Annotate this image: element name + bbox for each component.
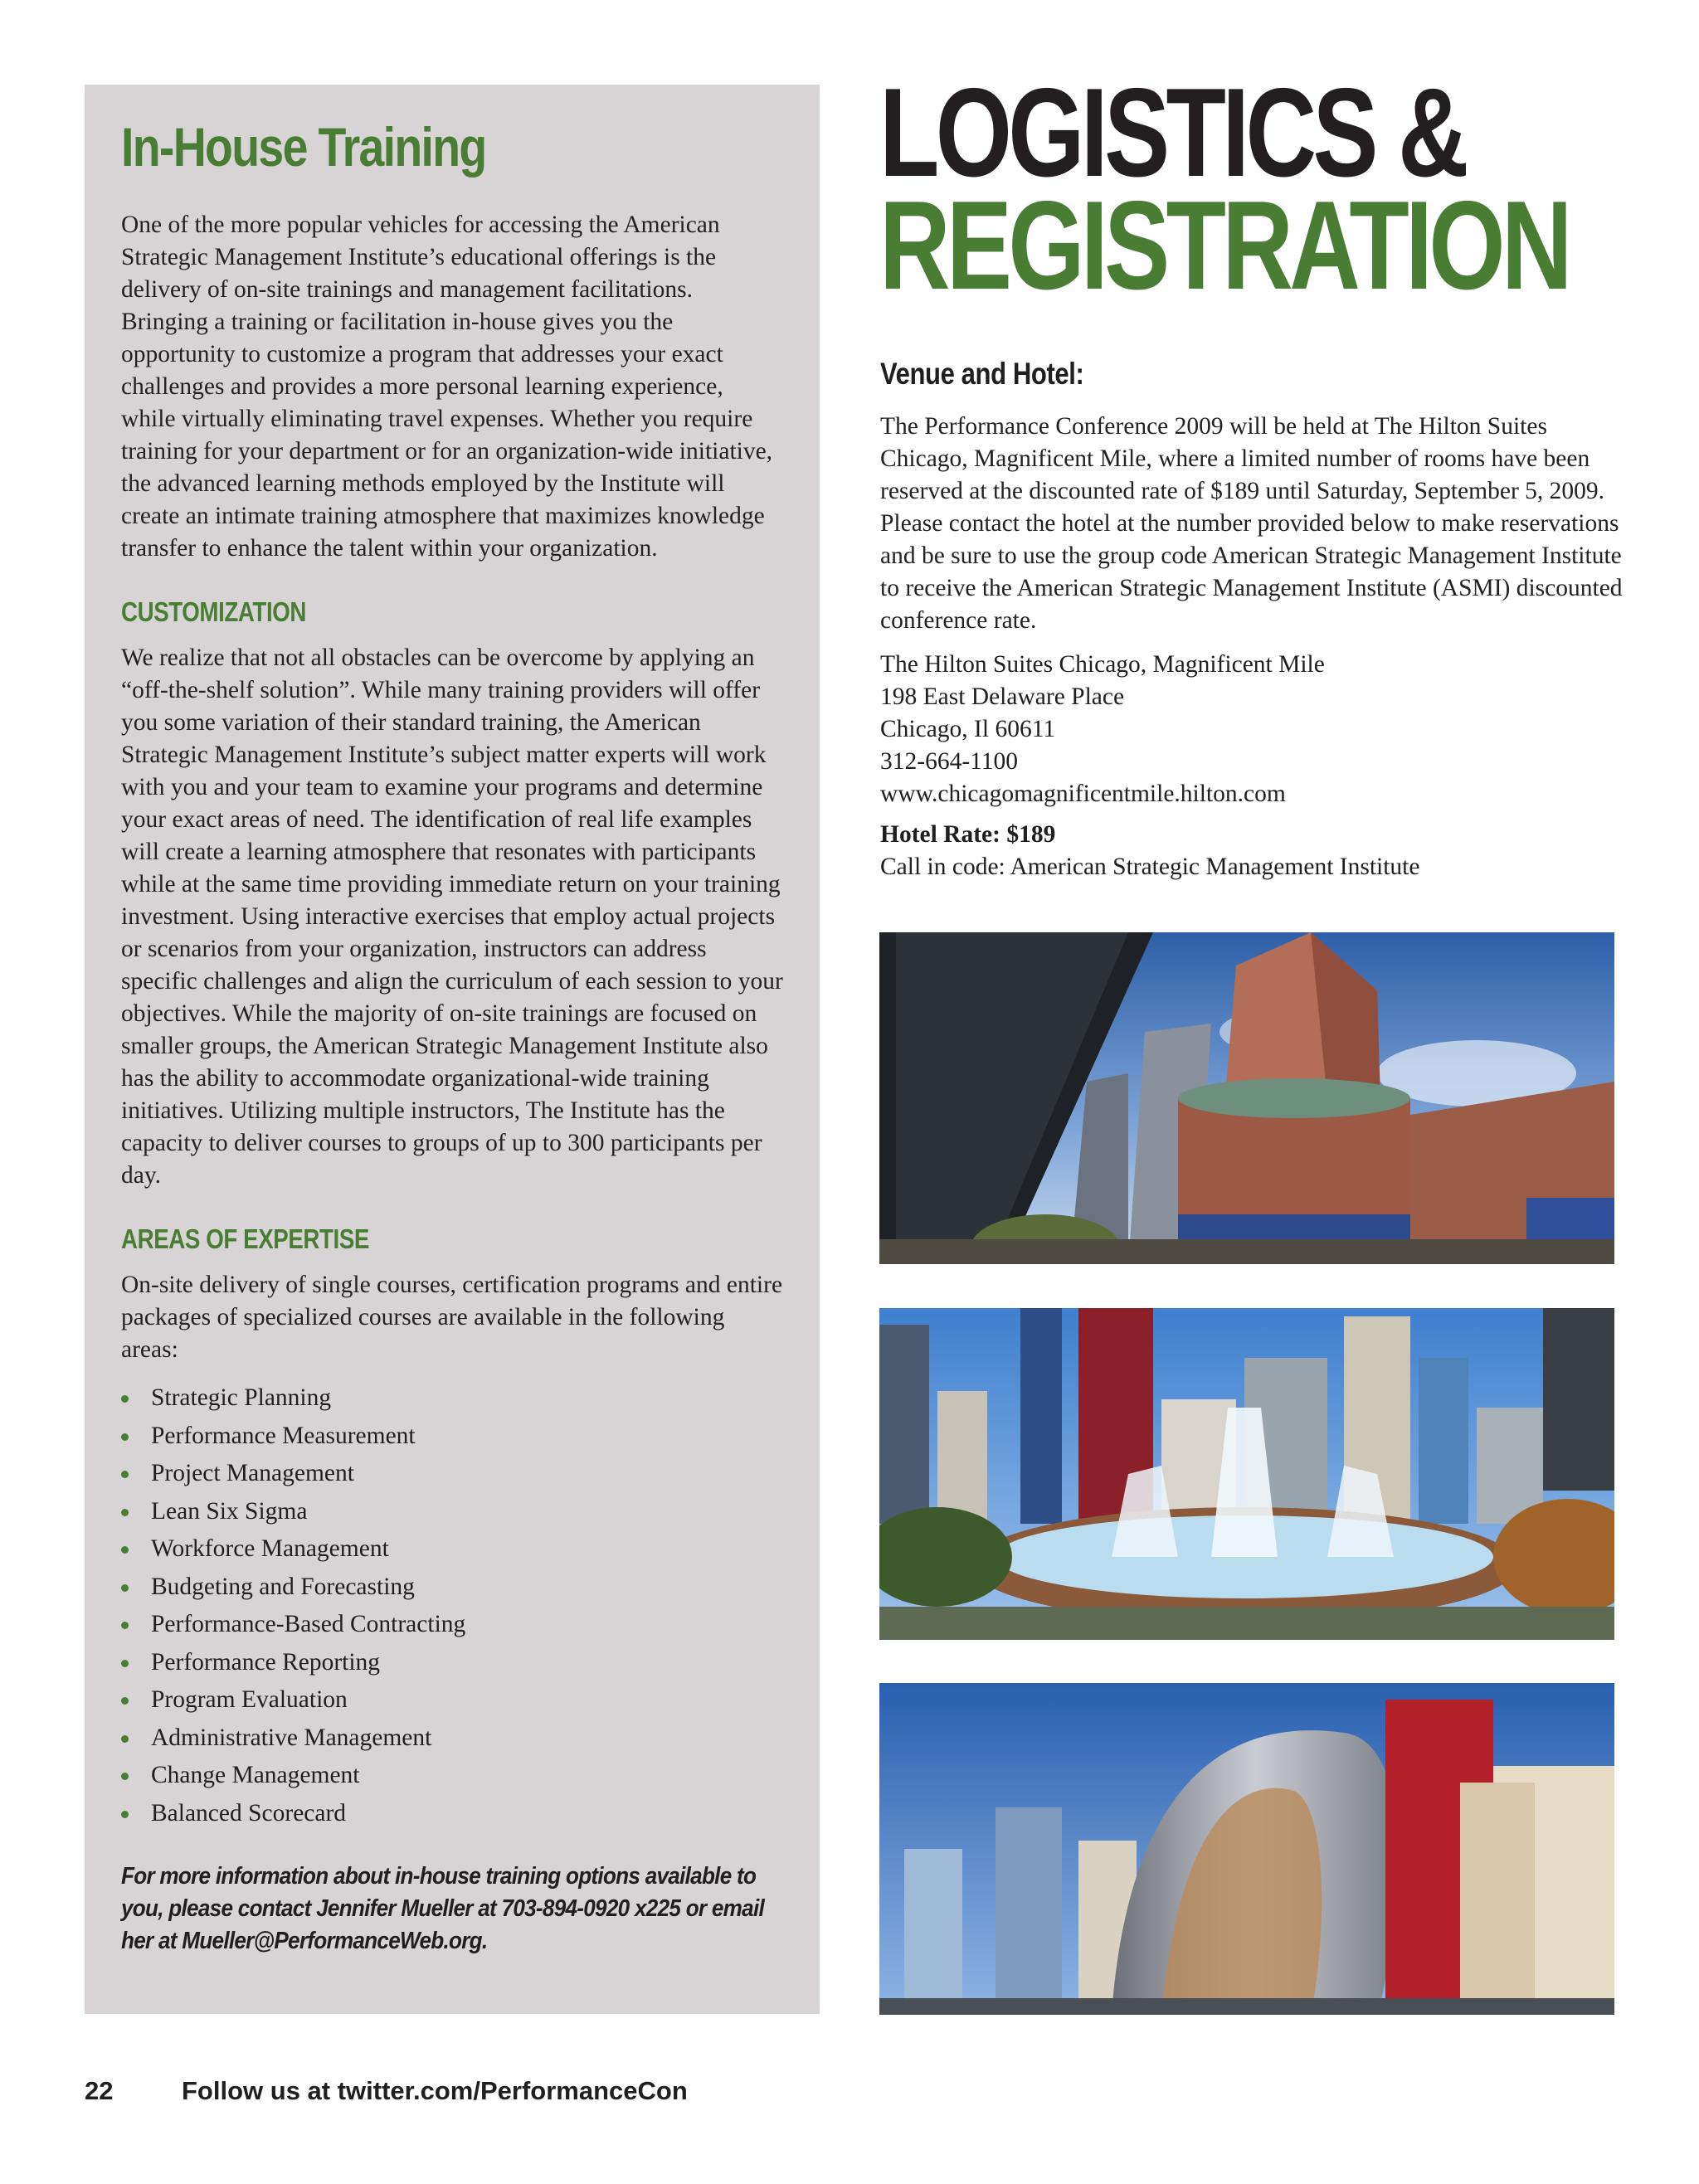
list-item: Performance Reporting (121, 1644, 783, 1682)
customization-heading: CUSTOMIZATION (121, 596, 306, 627)
venue-section (880, 358, 1627, 883)
in-house-intro: One of the more popular vehicles for accessing the American Strategic Management Institute’s educational offerings is the delivery of on-site trainings and management facilitations. Bringing a training or facilitation in-house gives you the opportunity to customize a program that addresses your exact challenges and provides a more personal learning experience, while virtually eliminating travel expenses. Whether you require training for your department or for an organization-wide initiative, the advanced learning methods employed by the Institute will create an intimate training atmosphere that maximizes knowledge transfer to enhance the talent within your organization. (121, 212, 773, 562)
bullet-icon (121, 1811, 129, 1818)
list-item: Budgeting and Forecasting (121, 1569, 783, 1607)
logistics-heading (879, 62, 1569, 316)
list-item: Performance-Based Contracting (121, 1606, 783, 1644)
bullet-icon (121, 1509, 129, 1516)
hotel-rate: Hotel Rate: $189 (880, 821, 1056, 848)
bullet-icon (121, 1395, 129, 1403)
contact-note: For more information about in-house training options available to you, please contact Jennifer Mueller at 703-894-0920 x225 or email her at Mueller@PerformanceWeb.org. (121, 1863, 765, 1954)
hotel-name: The Hilton Suites Chicago, Magnificent Mile (880, 651, 1325, 678)
bullet-icon (121, 1660, 129, 1667)
bullet-icon (121, 1735, 129, 1743)
list-item: Administrative Management (121, 1719, 783, 1758)
hotel-city: Chicago, Il 60611 (880, 716, 1056, 742)
list-item: Strategic Planning (121, 1379, 783, 1418)
bullet-icon (121, 1697, 129, 1705)
list-item: Lean Six Sigma (121, 1493, 783, 1531)
expertise-text: On-site delivery of single courses, certification programs and entire packages of specialized courses are available in the following areas: (121, 1272, 783, 1363)
cloud-gate-reflection-photo (879, 1683, 1614, 2015)
heading-line-logistics: LOGISTICS & (879, 62, 1466, 203)
heading-line-registration: REGISTRATION (879, 175, 1569, 316)
twitter-follow-link[interactable]: Follow us at twitter.com/PerformanceCon (182, 2076, 688, 2105)
bullet-icon (121, 1584, 129, 1592)
expertise-heading: AREAS OF EXPERTISE (121, 1223, 369, 1254)
bullet-icon (121, 1433, 129, 1441)
bullet-icon (121, 1773, 129, 1780)
list-item: Performance Measurement (121, 1418, 783, 1456)
bullet-icon (121, 1471, 129, 1478)
list-item: Balanced Scorecard (121, 1795, 783, 1833)
in-house-training-panel (85, 85, 820, 2014)
hotel-rate-block (880, 819, 1627, 883)
page-number: 22 (85, 2076, 114, 2105)
fountain-skyline-photo (879, 1308, 1614, 1640)
venue-text: The Performance Conference 2009 will be held at The Hilton Suites Chicago, Magnificent Mile, where a limited number of rooms have been reserved at the discounted rate of $189 until Saturday, September 5, 2009. Please contact the hotel at the number provided below to make reservations and be sure to use the group code American Strategic Management Institute to receive the American Strategic Management Institute (ASMI) discounted conference rate. (880, 413, 1623, 634)
call-in-code: Call in code: American Strategic Management Institute (880, 854, 1420, 880)
list-item: Project Management (121, 1455, 783, 1493)
in-house-training-title: In-House Training (121, 116, 486, 178)
venue-title: Venue and Hotel: (880, 357, 1084, 391)
customization-text: We realize that not all obstacles can be overcome by applying an “off-the-shelf solution”. While many training providers will offer you some variation of their standard training, the American Strategic Management Institute’s subject matter experts will work with you and your team to examine your programs and determine your exact areas of need. The identification of real life examples will create a learning atmosphere that resonates with participants while at the same time providing immediate return on your training investment. Using interactive exercises that employ actual projects or scenarios from your organization, instructors can address specific challenges and align the curriculum of each session to your objectives. While the majority of on-site trainings are focused on smaller groups, the American Strategic Management Institute also has the ability to accommodate organizational-wide training initiatives. Utilizing multiple instructors, The Institute has the capacity to deliver courses to groups of up to 300 participants per day. (121, 644, 783, 1189)
hotel-website-link[interactable]: www.chicagomagnificentmile.hilton.com (880, 781, 1286, 807)
hotel-address (880, 649, 1627, 810)
hotel-building-photo (879, 932, 1614, 1264)
areas-list (121, 1379, 783, 1832)
bullet-icon (121, 1622, 129, 1629)
list-item: Workforce Management (121, 1530, 783, 1569)
hotel-phone: 312-664-1100 (880, 748, 1019, 775)
hotel-street: 198 East Delaware Place (880, 683, 1125, 710)
list-item: Change Management (121, 1757, 783, 1795)
list-item: Program Evaluation (121, 1681, 783, 1719)
bullet-icon (121, 1546, 129, 1554)
